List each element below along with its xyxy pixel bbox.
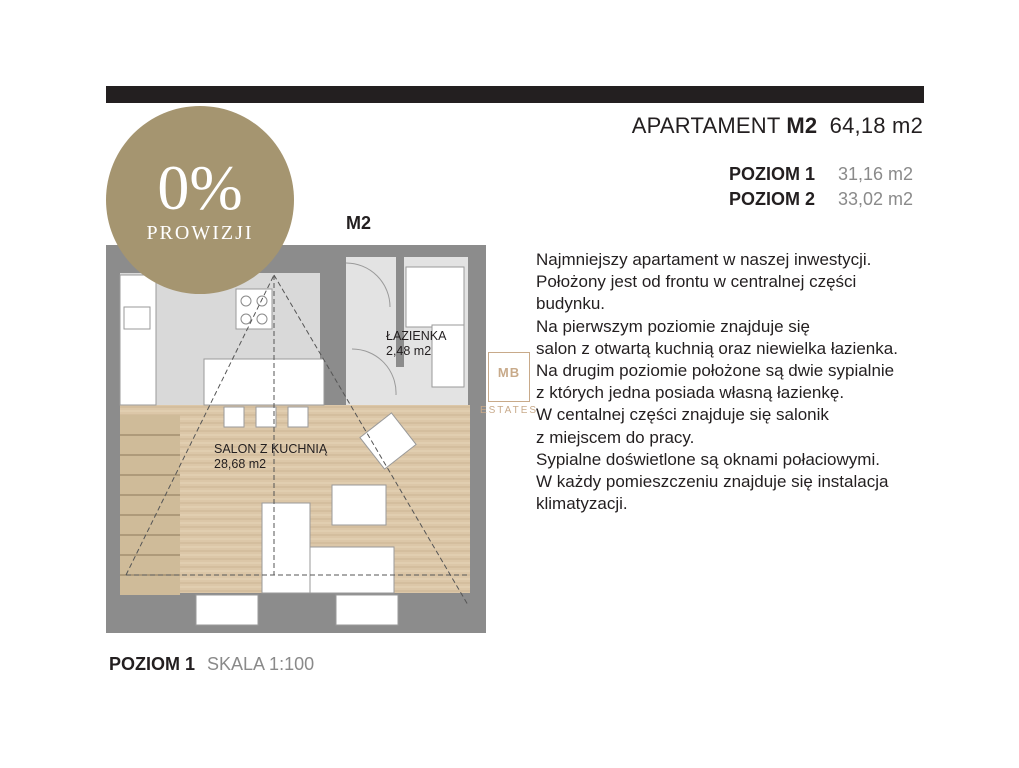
kitchen-counter	[120, 275, 156, 405]
living-label	[214, 442, 327, 472]
kitchen-island	[204, 359, 324, 405]
description-line: Sypialne doświetlone są oknami połaciowymi.	[536, 449, 880, 469]
description-line: W każdy pomieszczeniu znajduje się instalacja	[536, 472, 889, 492]
description	[536, 249, 898, 515]
cooktop	[236, 289, 272, 329]
level-row	[729, 187, 913, 212]
description-line: W centalnej części znajduje się salonik	[536, 405, 829, 425]
footer-level: POZIOM 1	[109, 654, 196, 674]
badge-text: PROWIZJI	[146, 222, 254, 244]
unit-label	[346, 213, 371, 234]
staircase	[120, 415, 180, 595]
description-line: z miejscem do pracy.	[536, 427, 695, 447]
description-line: Najmniejszy apartament w naszej inwestycji.	[536, 250, 872, 269]
description-line: klimatyzacji.	[536, 494, 628, 514]
title-area: 64,18 m2	[829, 113, 923, 138]
level-area: 31,16 m2	[837, 164, 913, 184]
title-code: M2	[786, 113, 818, 138]
bathroom-label	[386, 329, 446, 359]
room-name: SALON Z KUCHNIĄ	[214, 442, 328, 456]
description-line: z których jedna posiada własną łazienkę.	[536, 383, 845, 403]
shower	[406, 267, 464, 327]
description-line: budynku.	[536, 294, 605, 314]
window	[336, 595, 398, 625]
plan-footer	[109, 654, 314, 675]
description-line: Położony jest od frontu w centralnej części	[536, 272, 857, 292]
description-line: Na drugim poziomie położone są dwie sypialnie	[536, 361, 895, 381]
description-line: Na pierwszym poziomie znajduje się	[536, 316, 811, 336]
unit-code: M2	[346, 213, 372, 233]
window	[196, 595, 258, 625]
level-label: POZIOM 2	[728, 189, 815, 209]
floor-plan	[106, 245, 486, 633]
apartment-title	[632, 113, 923, 139]
badge-percent: 0%	[157, 152, 243, 223]
level-area: 33,02 m2	[837, 189, 913, 209]
room-area: 28,68 m2	[214, 457, 267, 471]
description-line: salon z otwartą kuchnią oraz niewielka łazienka.	[536, 338, 898, 358]
commission-badge	[106, 106, 294, 294]
footer-scale: SKALA 1:100	[207, 654, 315, 674]
coffee-table	[332, 485, 386, 525]
level-areas	[729, 162, 913, 212]
level-label: POZIOM 1	[728, 164, 815, 184]
room-name: ŁAZIENKA	[386, 329, 447, 343]
sofa	[262, 503, 310, 593]
floor-plan-drawing	[106, 245, 486, 633]
watermark-logo	[472, 352, 546, 422]
top-bar	[106, 86, 924, 103]
room-area: 2,48 m2	[386, 344, 432, 358]
watermark-text: ESTATES	[479, 405, 539, 416]
title-prefix: APARTAMENT	[631, 113, 781, 138]
level-row	[729, 162, 913, 187]
watermark-mb: MB	[497, 365, 521, 380]
